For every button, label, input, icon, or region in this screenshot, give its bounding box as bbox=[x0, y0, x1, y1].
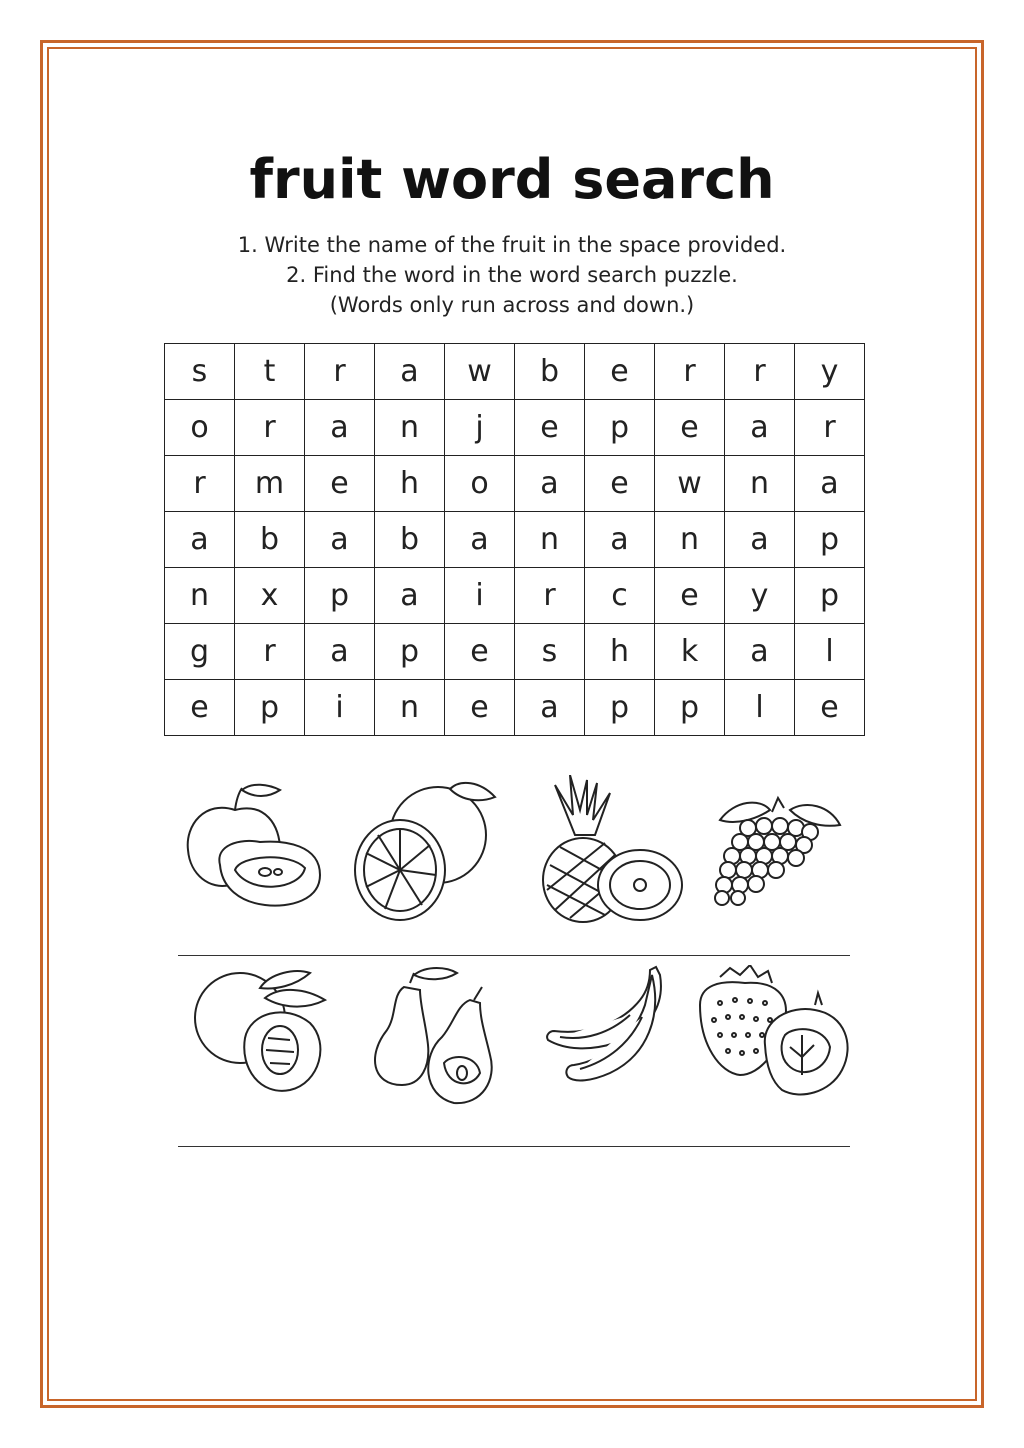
grid-cell[interactable]: a bbox=[305, 624, 375, 680]
grid-row bbox=[165, 456, 865, 512]
grid-cell[interactable]: r bbox=[655, 344, 725, 400]
grid-cell[interactable]: w bbox=[655, 456, 725, 512]
grid-cell[interactable]: e bbox=[165, 680, 235, 736]
grid-cell[interactable]: p bbox=[795, 568, 865, 624]
grid-cell[interactable]: r bbox=[165, 456, 235, 512]
grid-cell[interactable]: a bbox=[585, 512, 655, 568]
instruction-3: (Words only run across and down.) bbox=[329, 293, 695, 317]
grid-cell[interactable]: k bbox=[655, 624, 725, 680]
word-search-grid bbox=[164, 343, 865, 736]
grid-cell[interactable]: e bbox=[515, 400, 585, 456]
grid-cell[interactable]: r bbox=[795, 400, 865, 456]
instruction-1: 1. Write the name of the fruit in the space provided. bbox=[237, 233, 787, 257]
grid-cell[interactable]: a bbox=[165, 512, 235, 568]
grid-cell[interactable]: p bbox=[375, 624, 445, 680]
grid-cell[interactable]: e bbox=[655, 568, 725, 624]
grid-cell[interactable]: n bbox=[165, 568, 235, 624]
grid-cell[interactable]: l bbox=[795, 624, 865, 680]
grid-cell[interactable]: m bbox=[235, 456, 305, 512]
grid-cell[interactable]: a bbox=[375, 568, 445, 624]
page-title: fruit word search bbox=[249, 148, 775, 211]
grid-cell[interactable]: p bbox=[795, 512, 865, 568]
grid-cell[interactable]: o bbox=[445, 456, 515, 512]
pear-icon bbox=[362, 965, 502, 1107]
orange-icon bbox=[350, 775, 500, 925]
grid-cell[interactable]: n bbox=[375, 680, 445, 736]
grid-cell[interactable]: y bbox=[725, 568, 795, 624]
grid-cell[interactable]: h bbox=[375, 456, 445, 512]
grid-row bbox=[165, 680, 865, 736]
grid-row bbox=[165, 512, 865, 568]
grid-cell[interactable]: e bbox=[445, 624, 515, 680]
grid-cell[interactable]: a bbox=[725, 512, 795, 568]
grid-cell[interactable]: b bbox=[235, 512, 305, 568]
grid-cell[interactable]: a bbox=[515, 680, 585, 736]
grid-cell[interactable]: a bbox=[375, 344, 445, 400]
grid-cell[interactable]: b bbox=[375, 512, 445, 568]
grid-cell[interactable]: e bbox=[445, 680, 515, 736]
grid-cell[interactable]: r bbox=[235, 400, 305, 456]
grid-cell[interactable]: e bbox=[655, 400, 725, 456]
answer-line-2[interactable] bbox=[178, 1146, 850, 1147]
grid-cell[interactable]: t bbox=[235, 344, 305, 400]
grid-cell[interactable]: a bbox=[725, 400, 795, 456]
grid-cell[interactable]: x bbox=[235, 568, 305, 624]
grid-cell[interactable]: n bbox=[375, 400, 445, 456]
grid-cell[interactable]: s bbox=[515, 624, 585, 680]
grid-cell[interactable]: y bbox=[795, 344, 865, 400]
peach-icon bbox=[190, 968, 330, 1098]
strawberry-icon bbox=[690, 965, 855, 1103]
grid-cell[interactable]: a bbox=[795, 456, 865, 512]
grid-cell[interactable]: h bbox=[585, 624, 655, 680]
grid-cell[interactable]: w bbox=[445, 344, 515, 400]
grid-cell[interactable]: p bbox=[305, 568, 375, 624]
grid-cell[interactable]: p bbox=[655, 680, 725, 736]
grapes-icon bbox=[710, 790, 850, 910]
grid-cell[interactable]: b bbox=[515, 344, 585, 400]
grid-row bbox=[165, 624, 865, 680]
grid-cell[interactable]: a bbox=[305, 512, 375, 568]
apple-icon bbox=[180, 780, 325, 910]
answer-line-1[interactable] bbox=[178, 955, 850, 956]
grid-cell[interactable]: e bbox=[585, 344, 655, 400]
grid-cell[interactable]: a bbox=[305, 400, 375, 456]
grid-cell[interactable]: o bbox=[165, 400, 235, 456]
banana-icon bbox=[540, 965, 670, 1090]
grid-cell[interactable]: r bbox=[235, 624, 305, 680]
grid-row bbox=[165, 344, 865, 400]
grid-cell[interactable]: i bbox=[445, 568, 515, 624]
grid-cell[interactable]: r bbox=[725, 344, 795, 400]
grid-cell[interactable]: p bbox=[585, 400, 655, 456]
grid-cell[interactable]: e bbox=[585, 456, 655, 512]
grid-row bbox=[165, 568, 865, 624]
grid-cell[interactable]: c bbox=[585, 568, 655, 624]
grid-cell[interactable]: r bbox=[515, 568, 585, 624]
instructions bbox=[0, 230, 1024, 320]
grid-cell[interactable]: p bbox=[235, 680, 305, 736]
grid-cell[interactable]: e bbox=[305, 456, 375, 512]
grid-cell[interactable]: a bbox=[515, 456, 585, 512]
pineapple-icon bbox=[535, 775, 685, 923]
grid-cell[interactable]: n bbox=[725, 456, 795, 512]
grid-cell[interactable]: j bbox=[445, 400, 515, 456]
grid-cell[interactable]: s bbox=[165, 344, 235, 400]
grid-cell[interactable]: a bbox=[445, 512, 515, 568]
grid-cell[interactable]: r bbox=[305, 344, 375, 400]
grid-row bbox=[165, 400, 865, 456]
grid-cell[interactable]: p bbox=[585, 680, 655, 736]
grid-cell[interactable]: n bbox=[515, 512, 585, 568]
grid-cell[interactable]: l bbox=[725, 680, 795, 736]
grid-cell[interactable]: i bbox=[305, 680, 375, 736]
grid-cell[interactable]: e bbox=[795, 680, 865, 736]
instruction-2: 2. Find the word in the word search puzzle. bbox=[286, 263, 738, 287]
grid-cell[interactable]: a bbox=[725, 624, 795, 680]
grid-cell[interactable]: n bbox=[655, 512, 725, 568]
grid-cell[interactable]: g bbox=[165, 624, 235, 680]
